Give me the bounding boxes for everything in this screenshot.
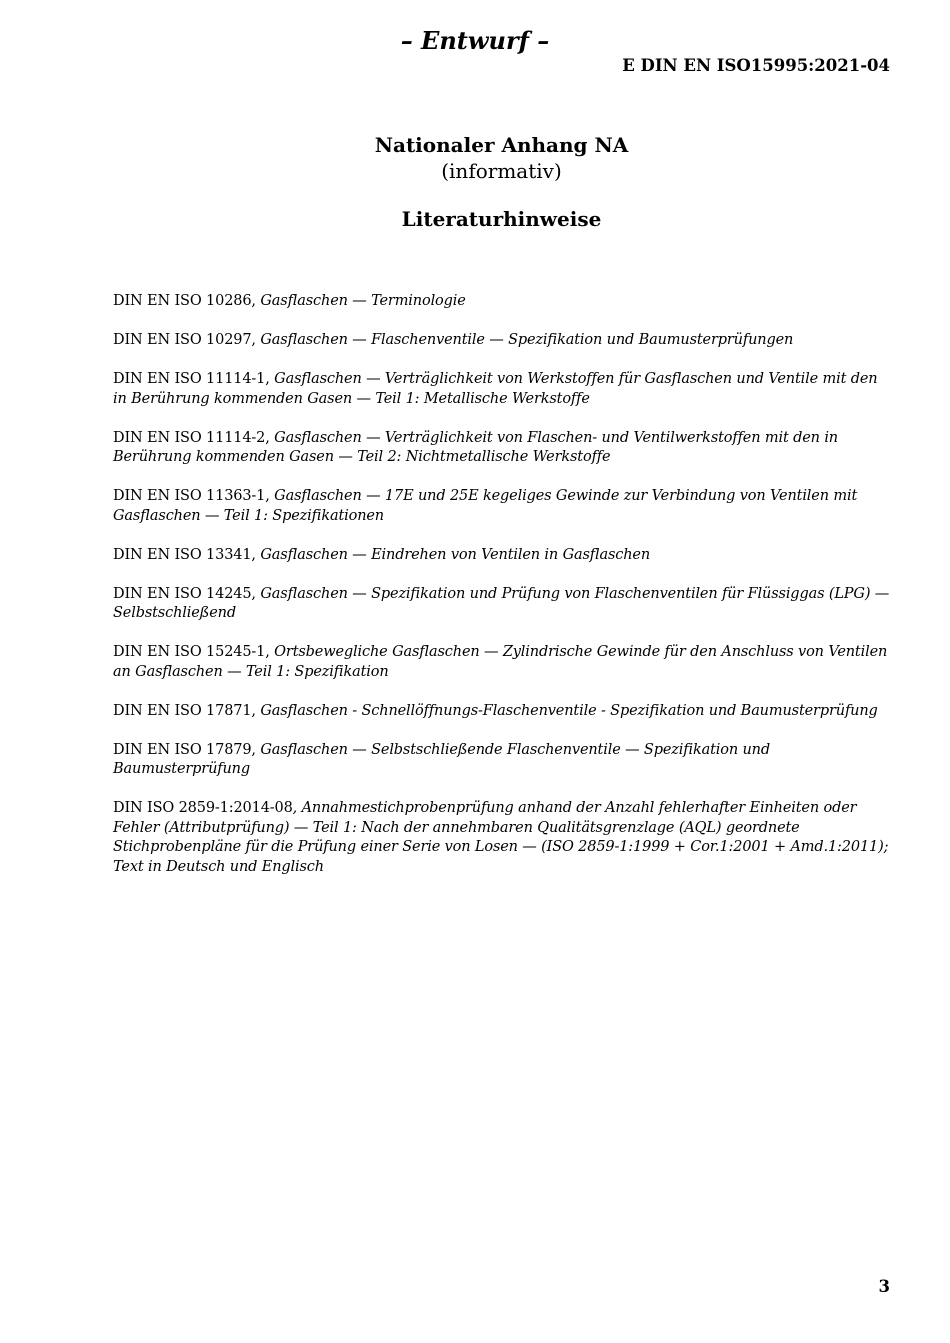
entry-title: Gasflaschen — Verträglichkeit von Werkstoffen für Gasflaschen und Ventile mit den in Berührung kommenden Gasen — Teil 1: Metallische Werkstoffe xyxy=(113,371,878,407)
bibliography-entry xyxy=(113,741,893,780)
entry-reference: DIN EN ISO 11114-1, xyxy=(113,371,275,387)
annex-subtitle: (informativ) xyxy=(441,159,562,183)
bibliography-entry xyxy=(113,799,893,877)
bibliography-title: Literaturhinweise xyxy=(401,207,602,231)
entry-title: Gasflaschen — Terminologie xyxy=(260,293,466,309)
bibliography-entry xyxy=(113,292,893,312)
entry-reference: DIN EN ISO 13341, xyxy=(113,546,261,563)
entry-title: Gasflaschen - Schnellöffnungs-Flaschenventile - Spezifikation und Baumusterprüfung xyxy=(260,702,878,719)
entry-reference: DIN EN ISO 11114-2, xyxy=(113,429,275,446)
entry-reference: DIN EN ISO 15245-1, xyxy=(113,644,275,660)
bibliography-entry xyxy=(113,546,893,566)
entry-title: Gasflaschen — Selbstschließende Flaschenventile — Spezifikation und Baumusterprüfung xyxy=(113,741,770,777)
bibliography-entry xyxy=(113,370,893,409)
entry-note: Text in Deutsch und Englisch xyxy=(113,858,324,875)
draft-mark: – Entwurf – xyxy=(400,26,550,55)
bibliography-list xyxy=(113,292,893,897)
bibliography-entry xyxy=(113,585,893,624)
entry-title: Ortsbewegliche Gasflaschen — Zylindrische Gewinde für den Anschluss von Ventilen an Gasflaschen — Teil 1: Spezifikation xyxy=(113,644,888,680)
entry-reference: DIN EN ISO 10286, xyxy=(113,293,261,309)
entry-title: Gasflaschen — Verträglichkeit von Flaschen- und Ventilwerkstoffen mit den in Berührung kommenden Gasen — Teil 2: Nichtmetallische Werkstoffe xyxy=(113,429,838,465)
annex-title: Nationaler Anhang NA xyxy=(374,133,629,157)
entry-reference: DIN EN ISO 11363-1, xyxy=(113,488,275,504)
entry-reference: DIN EN ISO 10297, xyxy=(113,332,261,348)
document-id: E DIN EN ISO15995:2021-04 xyxy=(622,56,890,75)
bibliography-entry xyxy=(113,487,893,526)
entry-reference: DIN EN ISO 14245, xyxy=(113,585,261,602)
bibliography-entry xyxy=(113,643,893,682)
bibliography-entry xyxy=(113,702,893,722)
entry-title: Gasflaschen — Flaschenventile — Spezifikation und Baumusterprüfungen xyxy=(260,332,794,348)
bibliography-entry xyxy=(113,331,893,351)
entry-reference: DIN ISO 2859-1:2014-08 xyxy=(113,800,293,816)
entry-title: Gasflaschen — Spezifikation und Prüfung von Flaschenventilen für Flüssiggas (LPG) — Selbstschließend xyxy=(113,585,890,621)
entry-title: Gasflaschen — Eindrehen von Ventilen in Gasflaschen xyxy=(260,546,651,563)
entry-title: , Annahmestichprobenprüfung anhand der Anzahl fehlerhafter Einheiten oder Fehler (Attributprüfung) — Teil 1: Nach der annehmbaren Qualitätsgrenzlage (AQL) geordnete Stichprobenpläne für die Prüfung einer Serie von Losen — (ISO 2859-1:1999 + Cor.1:2001 + Amd.1:2011); xyxy=(113,800,889,855)
entry-reference: DIN EN ISO 17879, xyxy=(113,741,261,758)
entry-reference: DIN EN ISO 17871, xyxy=(113,702,261,719)
page-number: 3 xyxy=(878,1277,890,1296)
bibliography-entry xyxy=(113,429,893,468)
entry-title: Gasflaschen — 17E und 25E kegeliges Gewinde zur Verbindung von Ventilen mit Gasflaschen — Teil 1: Spezifikationen xyxy=(113,488,858,524)
